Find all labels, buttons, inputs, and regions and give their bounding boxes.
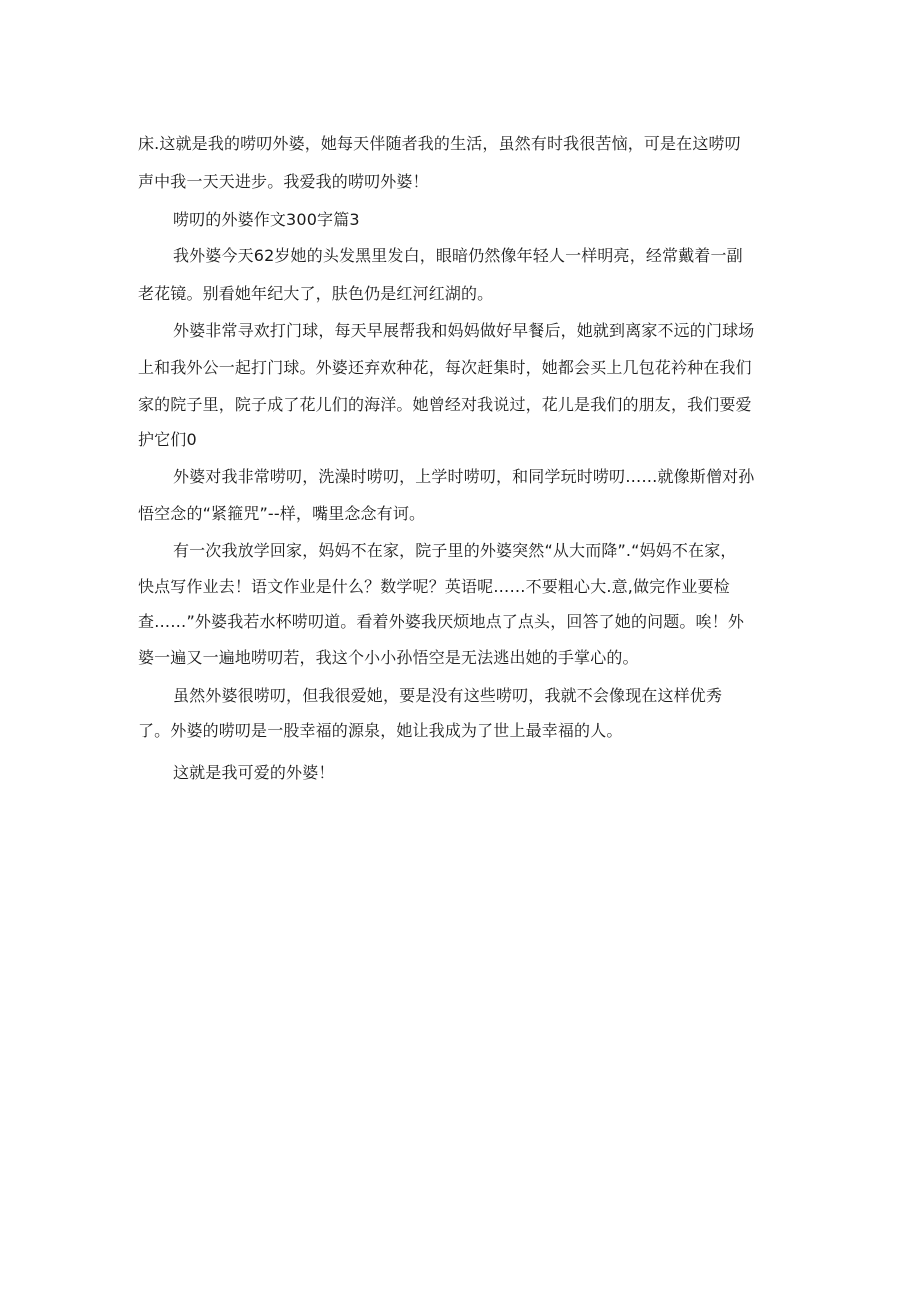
text-line-18: 这就是我可爱的外婆！ (173, 763, 335, 782)
text-line-17: 了。外婆的唠叨是一股幸福的源泉，她让我成为了世上最幸福的人。 (138, 721, 623, 740)
text-line-10: 外婆对我非常唠叨，洗澡时唠叨，上学时唠叨，和同学玩时唠叨……就像斯僧对孙 (173, 467, 755, 486)
text-line-12: 有一次我放学回家，妈妈不在家，院子里的外婆突然“从大而降”.“妈妈不在家， (173, 541, 737, 560)
text-line-16: 虽然外婆很唠叨，但我很爱她，要是没有这些唠叨，我就不会像现在这样优秀 (173, 686, 723, 705)
section-heading: 唠叨的外婆作文300字篇3 (173, 210, 360, 229)
text-line-14: 查……”外婆我若水杯唠叨道。看着外婆我厌烦地点了点头，回答了她的问题。唉！外 (138, 612, 744, 631)
text-line-5: 老花镜。别看她年纪大了，肤色仍是红河红湖的。 (138, 284, 494, 303)
text-line-15: 婆一遍又一遍地唠叨若，我这个小小孙悟空是无法逃出她的手掌心的。 (138, 648, 639, 667)
text-line-7: 上和我外公一起打门球。外婆还弃欢种花，每次赶集时，她都会买上几包花衿种在我们 (138, 358, 752, 377)
text-line-6: 外婆非常寻欢打门球，每天早展帮我和妈妈做好早餐后，她就到离家不远的门球场 (173, 321, 755, 340)
text-line-4: 我外婆今天62岁她的头发黑里发白，眼暗仍然像年轻人一样明亮，经常戴着一副 (173, 246, 743, 265)
text-line-1: 床.这就是我的唠叨外婆，她每天伴随者我的生活，虽然有时我很苦恼，可是在这唠叨 (138, 134, 741, 153)
text-line-8: 家的院子里，院子成了花儿们的海洋。她曾经对我说过，花儿是我们的朋友，我们要爱 (138, 395, 752, 414)
text-line-2: 声中我一天天进步。我爱我的唠叨外婆！ (138, 172, 429, 191)
text-line-11: 悟空念的“紧箍咒”--样，嘴里念念有诃。 (138, 504, 426, 523)
text-line-9: 护它们0 (138, 430, 197, 449)
text-line-13: 快点写作业去！语文作业是什么？数学呢？英语呢……不要粗心大.意,做完作业要检 (138, 577, 730, 596)
